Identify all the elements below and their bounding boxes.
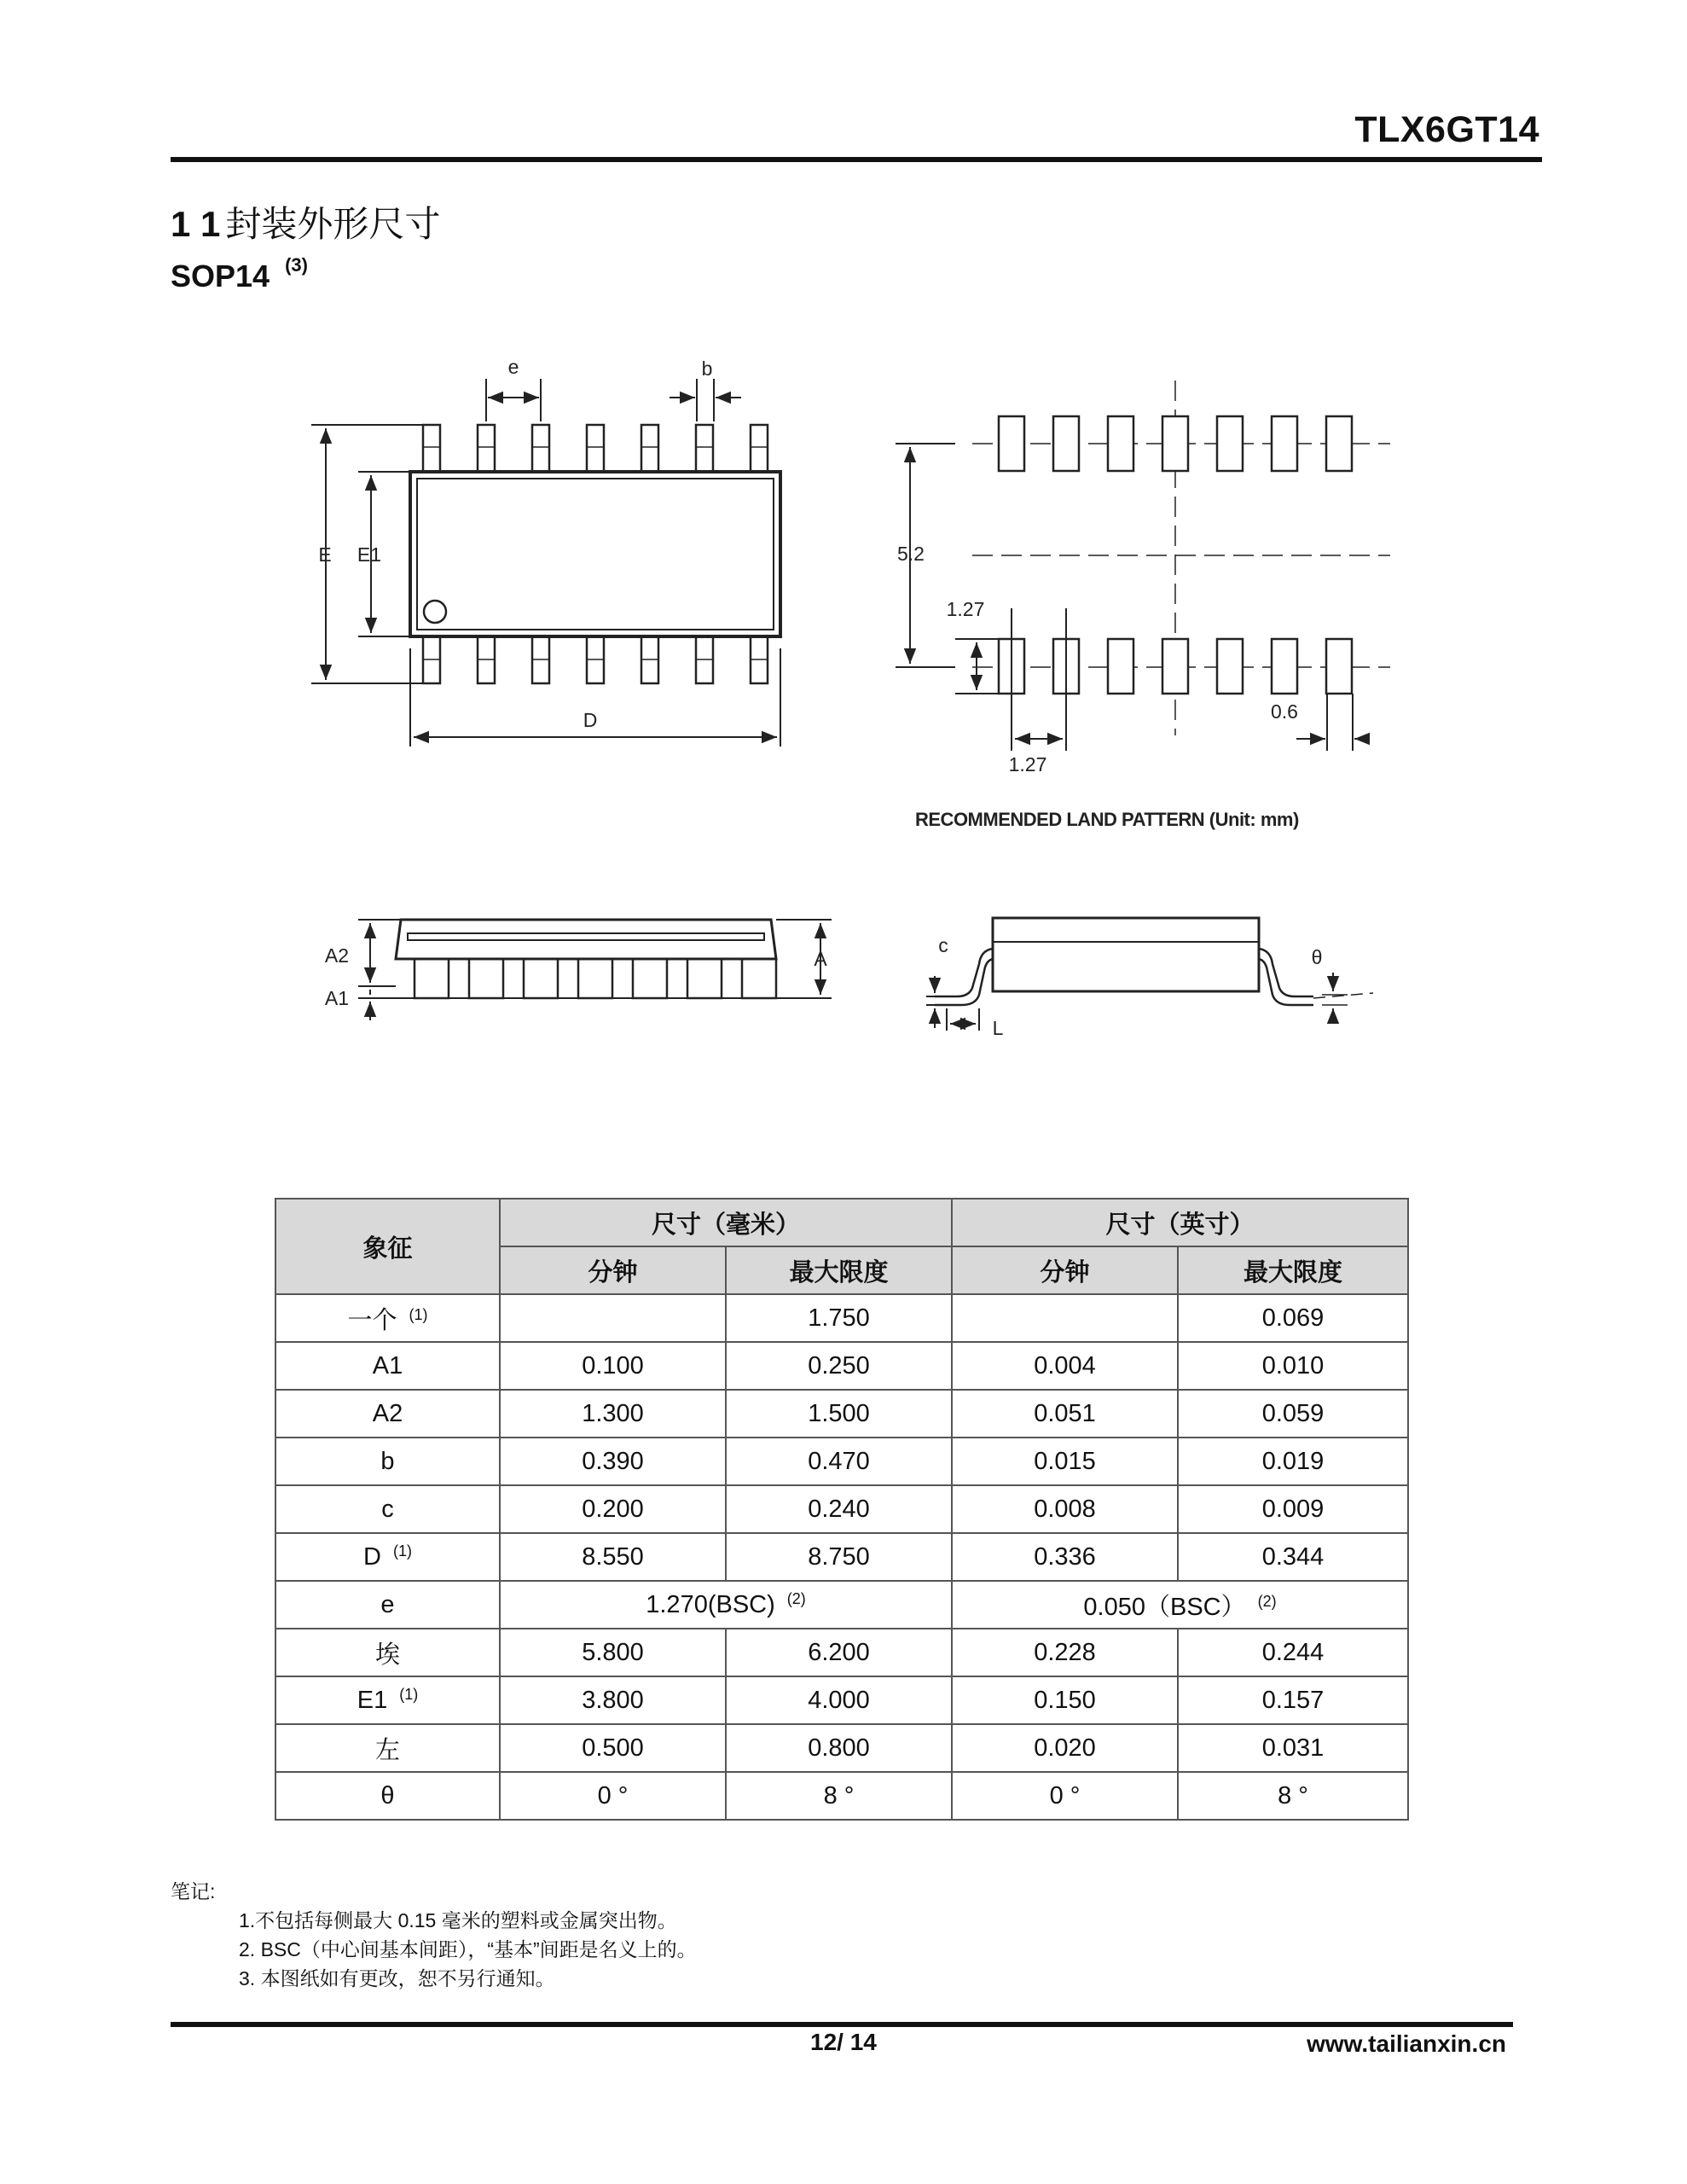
table-cell	[726, 1772, 952, 1820]
table-cell	[726, 1724, 952, 1772]
table-cell	[726, 1676, 952, 1724]
pin1-marker	[424, 601, 446, 623]
table-cell	[1178, 1294, 1408, 1342]
table-cell	[500, 1772, 726, 1820]
table-cell	[275, 1676, 500, 1724]
cell-value: 0.157	[1261, 1686, 1325, 1714]
side-lead	[742, 959, 776, 998]
cell-value: 8.550	[582, 1542, 644, 1571]
table-cell	[952, 1342, 1178, 1390]
cell-value: 0.100	[582, 1351, 644, 1380]
lead-pin	[751, 425, 768, 472]
dim-label-E: E	[318, 543, 332, 566]
side-label-theta: θ	[1311, 946, 1323, 968]
cell-value: A1	[372, 1351, 403, 1380]
table-cell	[500, 1294, 726, 1342]
end-side-view	[926, 918, 1373, 1031]
land-pads-bottom	[999, 639, 1352, 694]
cell-value: D	[363, 1543, 381, 1571]
document-title: TLX6GT14	[1354, 109, 1539, 150]
table-cell	[952, 1724, 1178, 1772]
dimension-table	[275, 1198, 1409, 1821]
land-pad	[1162, 416, 1188, 471]
cell-value: 0.470	[808, 1447, 870, 1475]
footnote-ref: (1)	[409, 1305, 428, 1323]
cell-value: 0.059	[1261, 1399, 1325, 1427]
table-cell	[275, 1629, 500, 1676]
cell-value: 0.250	[808, 1351, 870, 1380]
side-lead	[687, 959, 722, 998]
side-leads	[415, 959, 776, 998]
header-mm-min: 分钟	[500, 1246, 726, 1294]
land-pad	[1108, 416, 1133, 471]
table-cell	[275, 1438, 500, 1485]
table-cell	[726, 1533, 952, 1581]
cell-value: 0.200	[582, 1495, 644, 1523]
package-body-inner	[417, 479, 774, 630]
cell-value: 0 °	[597, 1781, 629, 1809]
footnote-ref: (1)	[399, 1686, 419, 1703]
header-mm-max: 最大限度	[726, 1246, 952, 1294]
table-row	[275, 1342, 1408, 1390]
table-cell	[500, 1676, 726, 1724]
cell-value: 左	[374, 1736, 400, 1764]
side-label-c: c	[938, 934, 948, 956]
land-label-span: 5.2	[897, 543, 925, 565]
table-cell	[726, 1438, 952, 1485]
package-name: SOP14	[171, 258, 270, 293]
table-cell	[726, 1629, 952, 1676]
land-pad	[1162, 639, 1188, 694]
lead-pin	[478, 425, 495, 472]
cell-value: 0.344	[1261, 1542, 1325, 1571]
header-mm: 尺寸（毫米）	[500, 1199, 952, 1246]
cell-value: 埃	[374, 1641, 400, 1669]
table-row	[275, 1581, 1408, 1629]
cell-value: 0.019	[1261, 1447, 1325, 1475]
page-number: 12/ 14	[810, 2029, 877, 2055]
table-cell	[952, 1485, 1178, 1533]
table-cell	[1178, 1438, 1408, 1485]
cell-value: 0.009	[1261, 1495, 1325, 1523]
table-cell	[952, 1438, 1178, 1485]
table-cell	[1178, 1629, 1408, 1676]
cell-value: 0.051	[1034, 1399, 1096, 1427]
cell-value: 1.300	[582, 1399, 644, 1427]
header-symbol: 象征	[275, 1199, 500, 1294]
table-cell	[275, 1772, 500, 1820]
cell-value: c	[381, 1495, 394, 1523]
cell-value: b	[380, 1447, 395, 1475]
table-row	[275, 1724, 1408, 1772]
notes-title: 笔记:	[171, 1880, 216, 1902]
table-cell	[275, 1533, 500, 1581]
table-cell	[952, 1676, 1178, 1724]
front-side-view	[358, 920, 832, 1020]
lead-pin	[532, 425, 549, 472]
bottom-pins	[423, 636, 768, 683]
lead-pin	[641, 425, 658, 472]
table-cell	[1178, 1676, 1408, 1724]
cell-value: 0.069	[1261, 1304, 1325, 1332]
cell-value: 0.050（BSC）	[1083, 1593, 1246, 1621]
top-pins	[423, 425, 768, 472]
cell-value: θ	[380, 1781, 395, 1809]
cell-value: 0 °	[1049, 1781, 1081, 1809]
side-lead	[578, 959, 612, 998]
land-pattern	[896, 380, 1390, 751]
cell-value: 5.800	[582, 1638, 644, 1666]
land-pad	[1053, 416, 1079, 471]
land-label-pad-length: 1.27	[946, 598, 985, 620]
table-cell	[500, 1438, 726, 1485]
table-cell	[1178, 1485, 1408, 1533]
table-cell	[952, 1533, 1178, 1581]
dim-label-e: e	[507, 356, 519, 378]
header-inch-max: 最大限度	[1178, 1246, 1408, 1294]
table-cell	[726, 1485, 952, 1533]
land-pad	[1217, 639, 1243, 694]
dim-label-b: b	[701, 357, 713, 380]
table-cell	[1178, 1724, 1408, 1772]
website-link[interactable]: www.tailianxin.cn	[1307, 2030, 1506, 2057]
cell-value: 3.800	[582, 1686, 644, 1714]
cell-value: 6.200	[808, 1638, 870, 1666]
table-cell	[726, 1294, 952, 1342]
lead-pin	[587, 425, 604, 472]
top-view	[311, 379, 780, 746]
section-title: 封装外形尺寸	[225, 204, 441, 244]
cell-value: 8 °	[823, 1781, 855, 1809]
table-cell	[275, 1724, 500, 1772]
cell-value: A2	[372, 1399, 403, 1427]
table-cell	[952, 1581, 1408, 1629]
notes	[171, 1877, 697, 1993]
cell-value: 1.270(BSC)	[646, 1591, 775, 1618]
table-cell	[500, 1581, 952, 1629]
table-row	[275, 1294, 1408, 1342]
cell-value: 0.010	[1261, 1351, 1325, 1380]
dim-label-E1: E1	[357, 543, 382, 566]
table-cell	[1178, 1533, 1408, 1581]
side-label-A2: A2	[324, 944, 350, 967]
land-pattern-caption: RECOMMENDED LAND PATTERN (Unit: mm)	[915, 809, 1299, 830]
cell-value: 0.031	[1261, 1734, 1325, 1762]
cell-value: 一个	[347, 1306, 397, 1334]
land-pad	[1217, 416, 1243, 471]
cell-value: 8.750	[808, 1542, 870, 1571]
side-label-A: A	[814, 948, 827, 970]
end-body	[993, 918, 1259, 991]
land-label-pitch: 1.27	[1008, 753, 1047, 775]
cell-value: 0.020	[1034, 1734, 1096, 1762]
cell-value: 0.240	[808, 1495, 870, 1523]
table-cell	[275, 1342, 500, 1390]
table-row	[275, 1485, 1408, 1533]
side-lead	[633, 959, 667, 998]
note-item: 3. 本图纸如有更改，恕不另行通知。	[239, 1967, 555, 1989]
cell-value: E1	[357, 1687, 388, 1714]
table-cell	[275, 1581, 500, 1629]
footnote-ref: (2)	[786, 1590, 806, 1607]
lead-pin	[696, 425, 713, 472]
table-cell	[952, 1294, 1178, 1342]
cell-value: 0.150	[1034, 1686, 1096, 1714]
land-pad	[999, 416, 1024, 471]
table-cell	[500, 1533, 726, 1581]
side-label-A1: A1	[324, 987, 350, 1009]
footnote-ref: (2)	[1257, 1592, 1277, 1610]
table-row	[275, 1772, 1408, 1820]
side-lead	[524, 959, 558, 998]
table-cell	[952, 1390, 1178, 1438]
table-row	[275, 1438, 1408, 1485]
table-cell	[1178, 1772, 1408, 1820]
table-cell	[500, 1724, 726, 1772]
cell-value: 0.228	[1034, 1638, 1096, 1666]
cell-value: 4.000	[808, 1686, 870, 1714]
table-cell	[952, 1629, 1178, 1676]
cell-value: 0.390	[582, 1447, 644, 1475]
table-row	[275, 1676, 1408, 1724]
footnote-ref: (1)	[392, 1542, 412, 1560]
land-pad	[1108, 639, 1133, 694]
lead-pin	[423, 425, 440, 472]
cell-value: 0.008	[1034, 1495, 1096, 1523]
table-cell	[500, 1342, 726, 1390]
package-note-ref: (3)	[285, 254, 308, 276]
cell-value: 0.004	[1034, 1351, 1096, 1380]
table-cell	[500, 1485, 726, 1533]
land-pad	[1272, 416, 1297, 471]
package-body-outline	[410, 472, 780, 636]
cell-value: 0.336	[1034, 1542, 1096, 1571]
cell-value: 1.500	[808, 1399, 870, 1427]
table-cell	[500, 1629, 726, 1676]
land-pad	[1326, 416, 1352, 471]
table-cell	[275, 1294, 500, 1342]
side-label-L: L	[992, 1017, 1004, 1039]
cell-value: 0.015	[1034, 1447, 1096, 1475]
table-cell	[275, 1390, 500, 1438]
section-number: 1 1	[171, 204, 221, 244]
table-cell	[500, 1390, 726, 1438]
header-inch: 尺寸（英寸）	[952, 1199, 1408, 1246]
table-cell	[1178, 1342, 1408, 1390]
land-pad	[1272, 639, 1297, 694]
table-row	[275, 1390, 1408, 1438]
note-item: 1.不包括每侧最大 0.15 毫米的塑料或金属突出物。	[239, 1909, 677, 1931]
side-lead	[469, 959, 503, 998]
note-item: 2. BSC（中心间基本间距），“基本”间距是名义上的。	[239, 1938, 697, 1960]
cell-value: 0.500	[582, 1734, 644, 1762]
footer-rule	[171, 2022, 1513, 2027]
land-pad	[1326, 639, 1352, 694]
cell-value: 0.244	[1261, 1638, 1325, 1666]
table-cell	[1178, 1390, 1408, 1438]
table-cell	[952, 1772, 1178, 1820]
side-lead	[415, 959, 449, 998]
table-row	[275, 1533, 1408, 1581]
land-label-pad-width: 0.6	[1271, 700, 1298, 723]
table-cell	[275, 1485, 500, 1533]
header-inch-min: 分钟	[952, 1246, 1178, 1294]
cell-value: 8 °	[1278, 1781, 1308, 1809]
dim-label-D: D	[583, 709, 598, 731]
table-cell	[726, 1390, 952, 1438]
cell-value: 1.750	[808, 1304, 870, 1332]
table-row	[275, 1629, 1408, 1676]
table-cell	[726, 1342, 952, 1390]
cell-value: e	[380, 1590, 395, 1618]
cell-value: 0.800	[808, 1734, 870, 1762]
